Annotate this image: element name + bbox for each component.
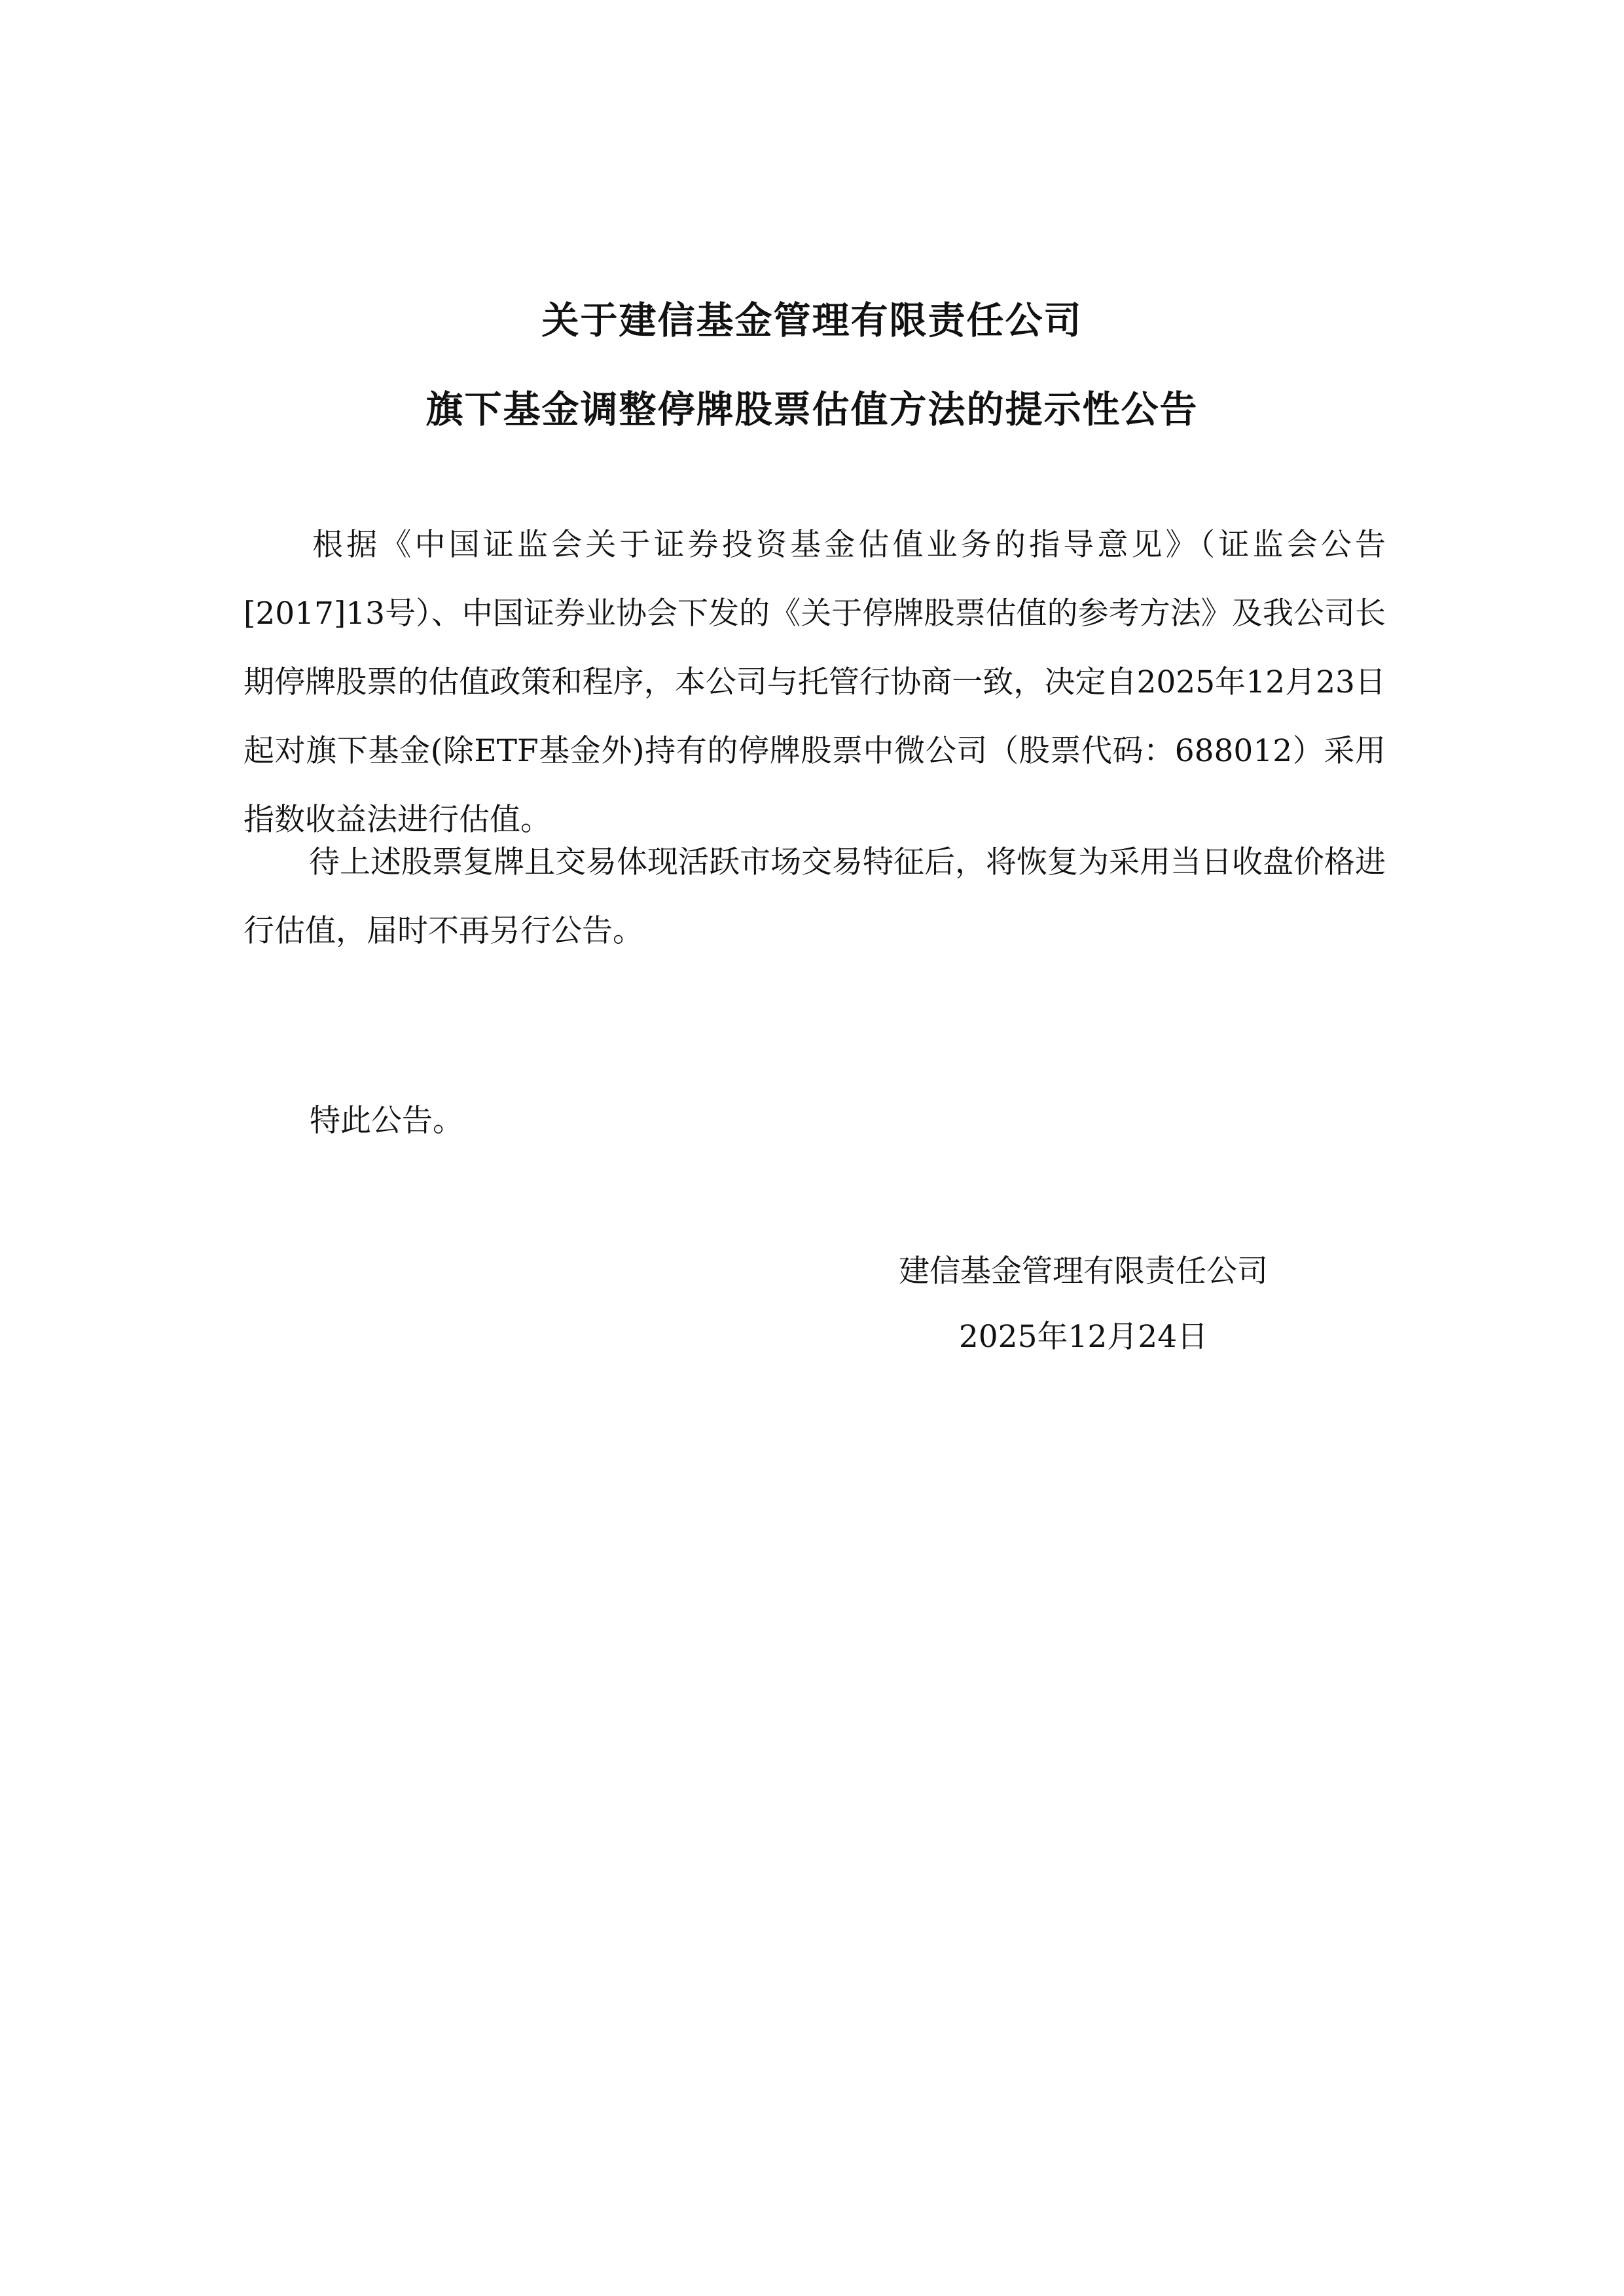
body-paragraph-1 [244,511,1386,854]
document-title-line-1: 关于建信基金管理有限责任公司 [541,299,1083,342]
document-title-line-2: 旗下基金调整停牌股票估值方法的提示性公告 [425,388,1199,431]
body-paragraph-1-text: 根据《中国证监会关于证券投资基金估值业务的指导意见》（证监会公告[2017]13号）、中国证券业协会下发的《关于停牌股票估值的参考方法》及我公司长期停牌股票的估值政策和程序，本公司与托管行协商一致，决定自2025年12月23日起对旗下基金(除ETF基金外)持有的停牌股票中微公司（股票代码：688012）采用指数收益法进行估值。 [244,527,1386,838]
closing-statement: 特此公告。 [310,1103,463,1139]
body-paragraph-2-text: 待上述股票复牌且交易体现活跃市场交易特征后，将恢复为采用当日收盘价格进行估值，届时不再另行公告。 [244,844,1386,949]
body-paragraph-2 [244,828,1386,965]
signature-date: 2025年12月24日 [958,1319,1208,1355]
signature-organization: 建信基金管理有限责任公司 [899,1253,1268,1289]
